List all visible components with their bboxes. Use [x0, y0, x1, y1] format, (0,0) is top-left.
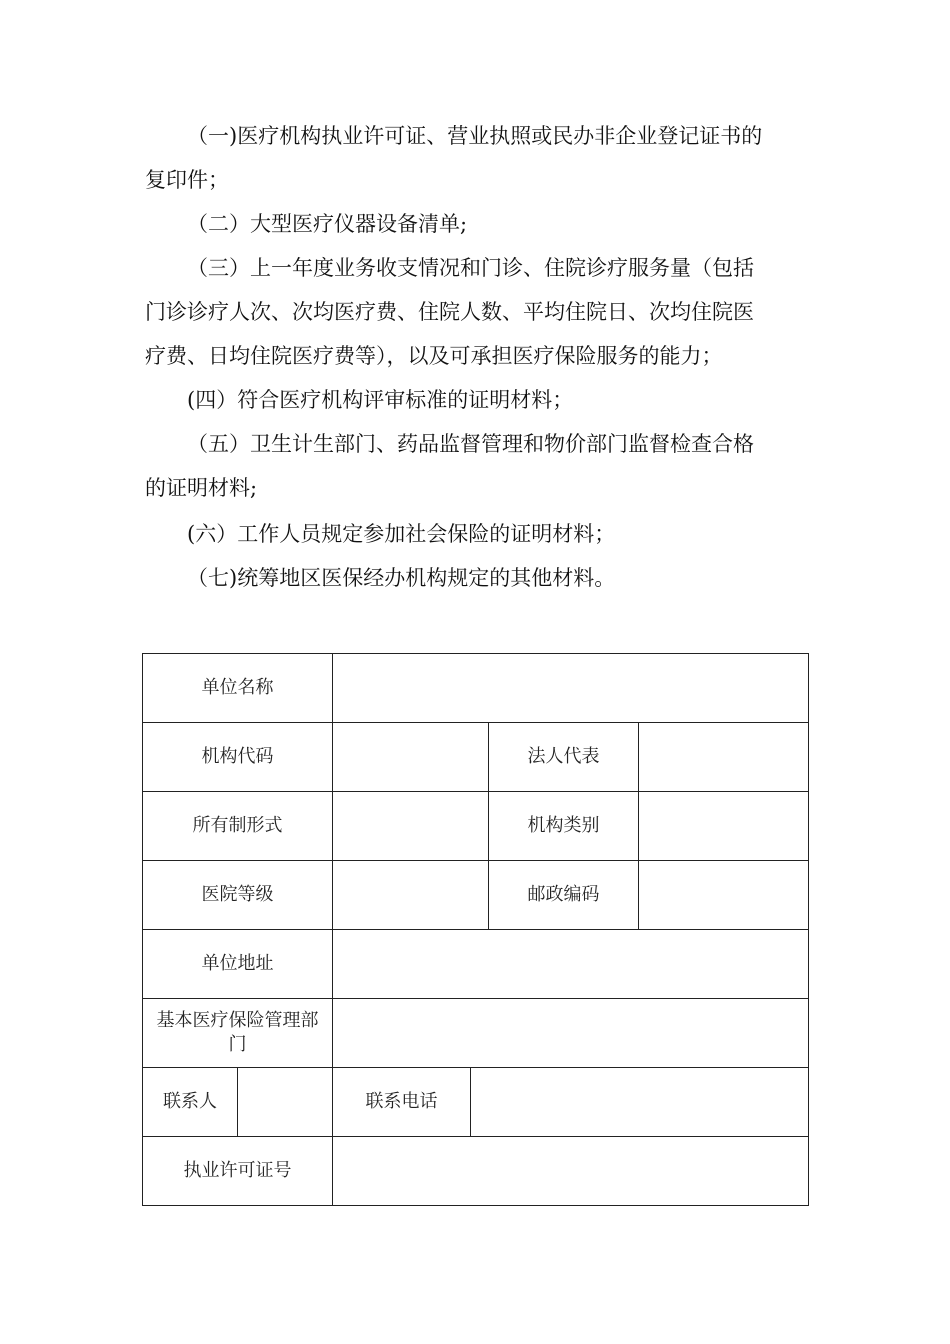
- item-6-line-1: (六）工作人员规定参加社会保险的证明材料；: [187, 522, 616, 546]
- item-3-line-1: （三）上一年度业务收支情况和门诊、住院诊疗服务量（包括: [187, 256, 754, 280]
- insurance-dept-field[interactable]: [333, 999, 809, 1068]
- item-5: [145, 422, 805, 510]
- contact-person-label: 联系人: [143, 1068, 238, 1137]
- form-row-hospital-level: [143, 861, 809, 930]
- form-row-unit-name: [143, 654, 809, 723]
- item-4-line-1: (四）符合医疗机构评审标准的证明材料；: [187, 388, 574, 412]
- license-no-field[interactable]: [333, 1137, 809, 1206]
- item-2-line-1: （二）大型医疗仪器设备清单;: [187, 212, 468, 236]
- legal-rep-field[interactable]: [639, 723, 809, 792]
- item-3-line-3: 疗费、日均住院医疗费等），以及可承担医疗保险服务的能力；: [145, 344, 723, 368]
- insurance-dept-label: 基本医疗保险管理部门: [143, 999, 333, 1068]
- unit-name-label: 单位名称: [143, 654, 333, 723]
- item-3-line-2: 门诊诊疗人次、次均医疗费、住院人数、平均住院日、次均住院医: [145, 300, 754, 324]
- unit-name-field[interactable]: [333, 654, 809, 723]
- form-row-insurance-dept: [143, 999, 809, 1068]
- form-row-org-code: [143, 723, 809, 792]
- ownership-field[interactable]: [333, 792, 489, 861]
- item-5-line-2: 的证明材料;: [145, 476, 258, 500]
- license-no-label: 执业许可证号: [143, 1137, 333, 1206]
- org-code-field[interactable]: [333, 723, 489, 792]
- item-1: [145, 114, 805, 202]
- contact-phone-field[interactable]: [471, 1068, 809, 1137]
- item-1-line-1: （一)医疗机构执业许可证、营业执照或民办非企业登记证书的: [187, 124, 763, 148]
- item-4: [145, 378, 805, 422]
- registration-form-table: [142, 653, 809, 1206]
- ownership-label: 所有制形式: [143, 792, 333, 861]
- unit-address-label: 单位地址: [143, 930, 333, 999]
- postal-code-field[interactable]: [639, 861, 809, 930]
- form-row-contact: [143, 1068, 809, 1137]
- unit-address-field[interactable]: [333, 930, 809, 999]
- item-2: [145, 202, 805, 246]
- item-7-line-1: （七)统筹地区医保经办机构规定的其他材料。: [187, 566, 616, 590]
- item-3: [145, 246, 805, 378]
- hospital-level-label: 医院等级: [143, 861, 333, 930]
- org-category-label: 机构类别: [489, 792, 639, 861]
- item-1-line-2: 复印件；: [145, 168, 229, 192]
- item-5-line-1: （五）卫生计生部门、药品监督管理和物价部门监督检查合格: [187, 432, 754, 456]
- item-7: [145, 556, 805, 600]
- org-category-field[interactable]: [639, 792, 809, 861]
- form-row-unit-address: [143, 930, 809, 999]
- contact-phone-label: 联系电话: [333, 1068, 471, 1137]
- item-6: [145, 512, 805, 556]
- form-row-license: [143, 1137, 809, 1206]
- hospital-level-field[interactable]: [333, 861, 489, 930]
- org-code-label: 机构代码: [143, 723, 333, 792]
- legal-rep-label: 法人代表: [489, 723, 639, 792]
- postal-code-label: 邮政编码: [489, 861, 639, 930]
- contact-person-field[interactable]: [238, 1068, 333, 1137]
- form-row-ownership: [143, 792, 809, 861]
